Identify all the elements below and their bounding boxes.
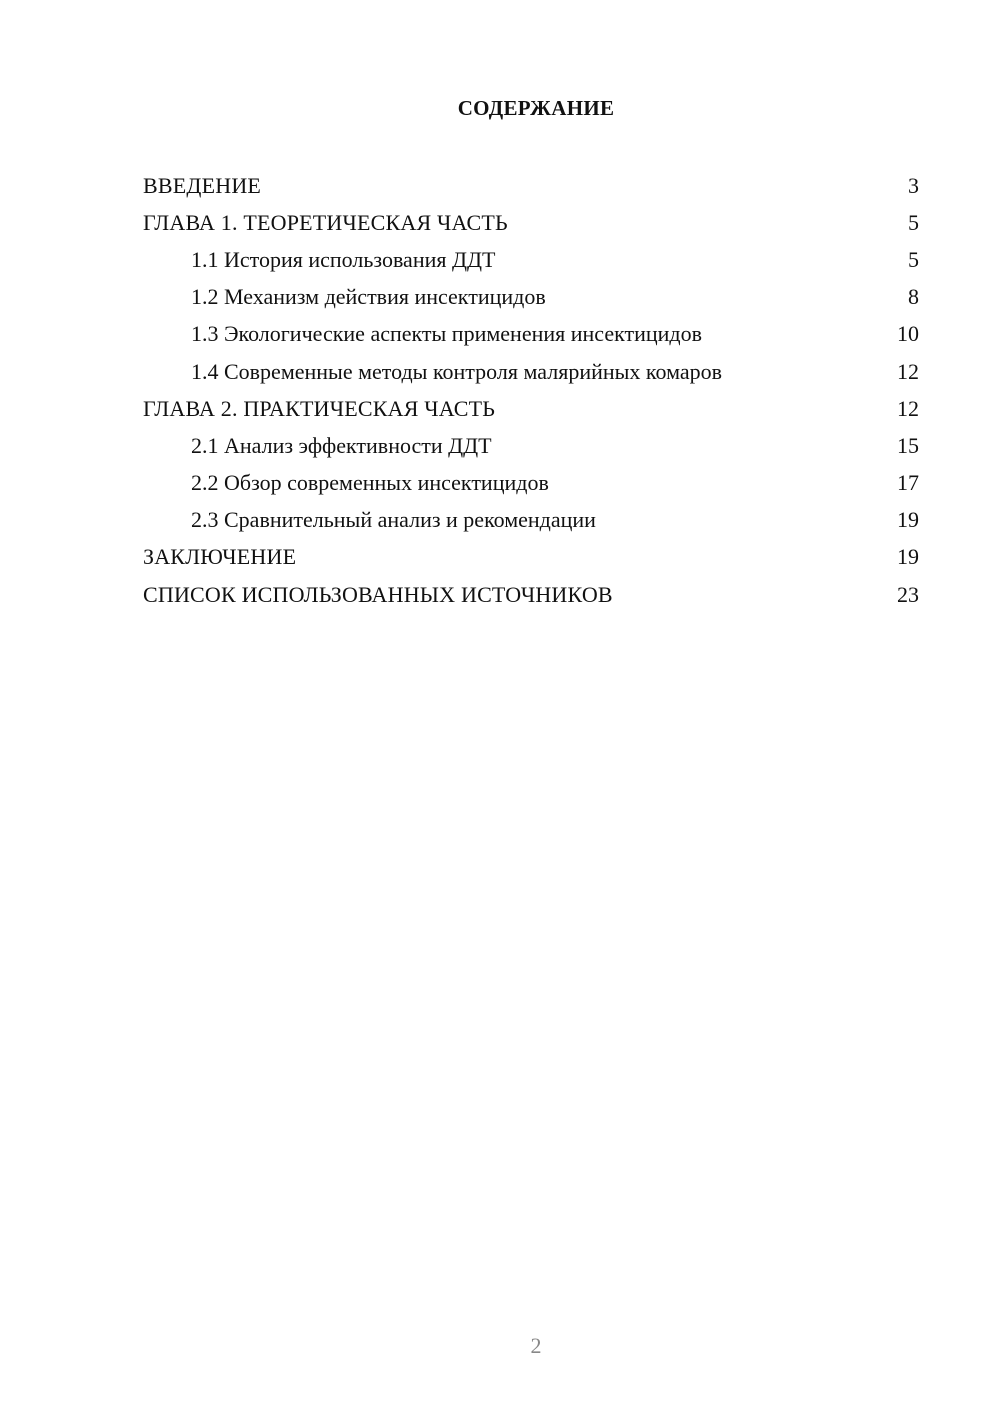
toc-entry-page: 12	[897, 358, 919, 384]
page-number: 2	[530, 1333, 542, 1358]
toc-entry-label: 1.1 История использования ДДТ	[191, 246, 496, 272]
toc-entry-label: ЗАКЛЮЧЕНИЕ	[143, 544, 297, 570]
toc-entry-page: 19	[897, 544, 919, 570]
toc-subentry	[143, 353, 919, 390]
toc-entry	[143, 167, 919, 204]
toc-entry-label: 2.2 Обзор современных инсектицидов	[191, 470, 549, 496]
table-of-contents	[143, 167, 919, 613]
toc-subentry	[143, 241, 919, 278]
toc-entry-page: 3	[908, 172, 919, 198]
toc-entry-label: 1.4 Современные методы контроля малярийных комаров	[191, 358, 722, 384]
toc-subentry	[143, 465, 919, 502]
toc-entry-page: 17	[897, 470, 919, 496]
toc-entry	[143, 204, 919, 241]
toc-title: СОДЕРЖАНИЕ	[457, 96, 615, 120]
toc-entry-page: 23	[897, 581, 919, 607]
toc-entry-label: 2.1 Анализ эффективности ДДТ	[191, 432, 492, 458]
toc-entry	[143, 539, 919, 576]
toc-entry	[143, 576, 919, 613]
toc-entry-page: 5	[908, 209, 919, 235]
toc-entry-label: 1.2 Механизм действия инсектицидов	[191, 284, 546, 310]
toc-entry-page: 8	[908, 284, 919, 310]
toc-entry-label: 1.3 Экологические аспекты применения инсектицидов	[191, 321, 703, 347]
toc-entry-page: 15	[897, 432, 919, 458]
toc-subentry	[143, 427, 919, 464]
toc-entry-label: ГЛАВА 2. ПРАКТИЧЕСКАЯ ЧАСТЬ	[143, 395, 496, 421]
toc-entry-page: 12	[897, 395, 919, 421]
toc-entry-label: ГЛАВА 1. ТЕОРЕТИЧЕСКАЯ ЧАСТЬ	[143, 209, 508, 235]
toc-entry-page: 5	[908, 246, 919, 272]
toc-entry	[143, 390, 919, 427]
toc-entry-page: 19	[897, 507, 919, 533]
toc-subentry	[143, 279, 919, 316]
toc-entry-label: 2.3 Сравнительный анализ и рекомендации	[191, 507, 596, 533]
toc-subentry	[143, 502, 919, 539]
toc-entry-label: ВВЕДЕНИЕ	[143, 172, 262, 198]
toc-entry-label: СПИСОК ИСПОЛЬЗОВАННЫХ ИСТОЧНИКОВ	[143, 581, 613, 607]
toc-entry-page: 10	[897, 321, 919, 347]
toc-subentry	[143, 316, 919, 353]
